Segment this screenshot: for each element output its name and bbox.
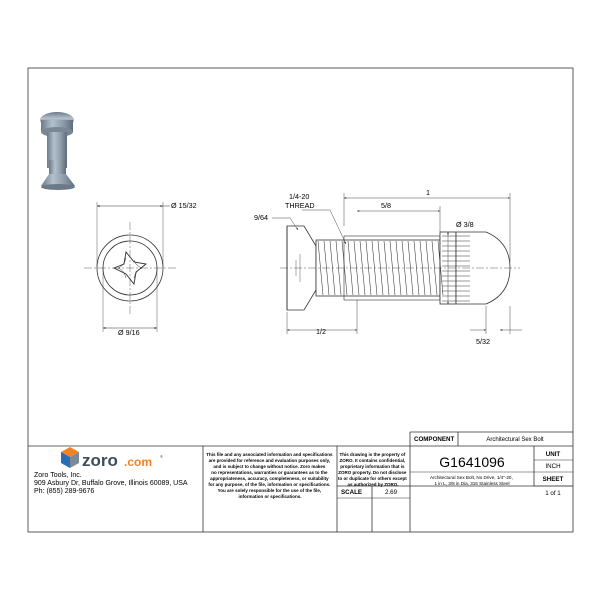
dim-countersink: 9/64 [254,213,268,222]
sheet-label: SHEET [542,476,564,483]
sheet-value: 1 of 1 [545,490,561,497]
bolt-render-image [40,112,75,190]
scale-label: SCALE [341,489,362,496]
company-phone: Ph: (855) 289-9676 [34,488,95,495]
property-notice: This drawing is the property of ZORO. It contains confidential, proprietary information that is ZORO property. Do not disclose to or duplicate for others except as authorized by ZORO. [337,452,407,487]
component-value: Architectural Sex Bolt [486,437,544,443]
head-end-view [84,202,176,332]
dim-overall-length: 1 [426,188,430,197]
company-name: Zoro Tools, Inc. [34,472,82,479]
disclaimer-text: This file and any associated information and specifications are provided for reference and evaluation purposes only, and is subject to change without notice. Zoro makes no representations, warranties or guarantees as to the appropriateness, accuracy, completeness, or suitability for any purpose, of the file, information or specifications. You are solely responsible for the use of the file, information or specifications. [206,452,333,499]
thread-callout-size: 1/4-20 [289,192,310,201]
dim-shank-diameter: Ø 3/8 [456,220,474,229]
component-label: COMPONENT [414,436,455,443]
dim-half-length: 1/2 [316,327,326,336]
company-address: 909 Asbury Dr, Buffalo Grove, Illinois 60089, USA [34,480,188,487]
unit-value: INCH [545,463,561,470]
unit-label: UNIT [545,451,561,458]
dim-thread-length: 5/8 [381,201,391,210]
brand-name: zoro [82,451,118,470]
part-description: Architectural Sex Bolt, No Drive, 1/4"-20, 1 in L, 3/8 in Dia, 316 Stainless Steel [429,475,513,486]
part-number: G1641096 [439,454,505,470]
brand-suffix: .com [124,455,153,469]
dim-head-diameter: Ø 15/32 [171,201,197,210]
brand-trademark: ® [160,454,163,459]
zoro-logo [61,447,79,468]
thread-callout-word: THREAD [285,201,315,210]
scale-value: 2.69 [384,489,398,496]
dim-flange-diameter: Ø 9/16 [118,328,140,337]
dim-dome-height: 5/32 [476,337,490,346]
side-profile-view [280,226,520,310]
